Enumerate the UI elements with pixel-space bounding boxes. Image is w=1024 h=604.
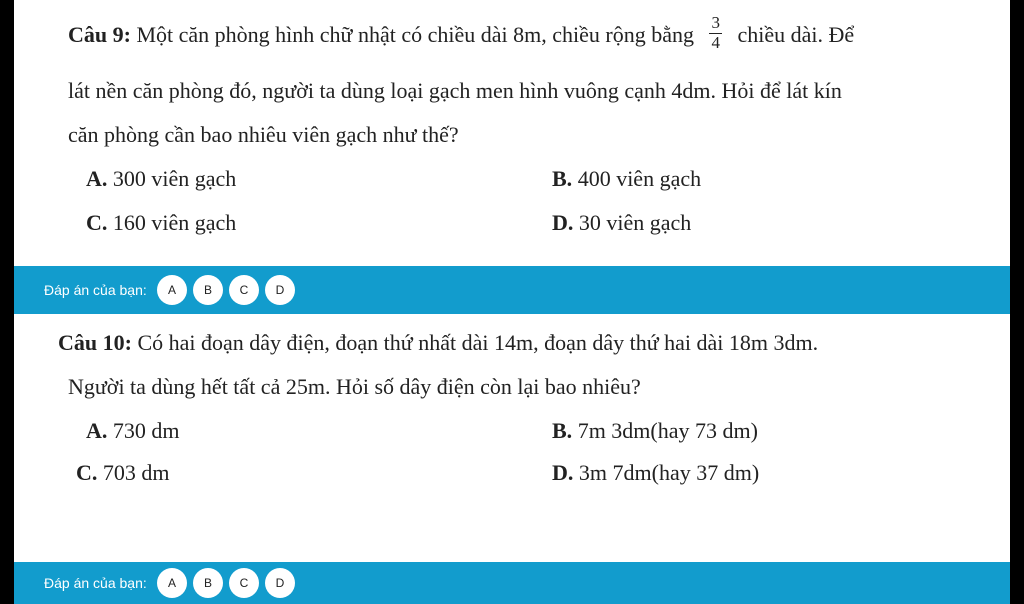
option-text: 3m 7dm(hay 37 dm) — [578, 460, 760, 485]
answer-label: Đáp án của bạn: — [44, 282, 147, 298]
question-10-option-a — [86, 418, 180, 444]
answer-label: Đáp án của bạn: — [44, 575, 147, 591]
option-letter: B. — [552, 418, 573, 443]
question-9-option-a — [86, 166, 236, 192]
question-10-text: Có hai đoạn dây điện, đoạn thứ nhất dài 14m, đoạn dây thứ hai dài 18m 3dm. — [137, 330, 819, 355]
answer-choice-b[interactable]: B — [193, 568, 223, 598]
question-9-line-1 — [68, 13, 855, 56]
option-letter: D. — [552, 460, 574, 485]
option-letter: C. — [76, 460, 98, 485]
option-text: 7m 3dm(hay 73 dm) — [577, 418, 758, 443]
option-text: 160 viên gạch — [112, 210, 237, 235]
question-10-option-d — [552, 460, 759, 486]
question-10-line-2: Người ta dùng hết tất cả 25m. Hỏi số dây điện còn lại bao nhiêu? — [68, 374, 641, 399]
question-9-card — [14, 0, 1010, 266]
fraction-three-quarters — [709, 14, 722, 52]
answer-choice-a[interactable]: A — [157, 275, 187, 305]
question-9-option-c — [86, 210, 236, 236]
answer-choice-b[interactable]: B — [193, 275, 223, 305]
fraction-numerator: 3 — [711, 13, 720, 32]
answer-choice-c[interactable]: C — [229, 275, 259, 305]
answer-bar-question-10 — [14, 562, 1010, 604]
question-9-label: Câu 9: — [68, 22, 131, 48]
option-letter: B. — [552, 166, 573, 191]
question-9-text-a: Một căn phòng hình chữ nhật có chiều dài 8m, chiều rộng bằng — [136, 22, 694, 48]
option-letter: C. — [86, 210, 108, 235]
question-10-card — [14, 314, 1010, 562]
fraction-denominator: 4 — [711, 32, 720, 52]
answer-choice-d[interactable]: D — [265, 275, 295, 305]
option-letter: A. — [86, 418, 108, 443]
question-10-option-b — [552, 418, 758, 444]
question-9-option-d — [552, 210, 691, 236]
right-edge — [1010, 0, 1024, 604]
option-text: 30 viên gạch — [578, 210, 692, 235]
left-edge — [0, 0, 14, 604]
option-text: 300 viên gạch — [112, 166, 237, 191]
question-9-line-2: lát nền căn phòng đó, người ta dùng loại gạch men hình vuông cạnh 4dm. Hỏi để lát kín — [68, 78, 842, 103]
question-9-option-b — [552, 166, 701, 192]
question-9-line-3: căn phòng cần bao nhiêu viên gạch như thế? — [68, 122, 459, 147]
option-letter: D. — [552, 210, 574, 235]
option-letter: A. — [86, 166, 108, 191]
question-10-label: Câu 10: — [58, 330, 132, 355]
answer-bar-question-9 — [14, 266, 1010, 314]
answer-choice-c[interactable]: C — [229, 568, 259, 598]
option-text: 703 dm — [102, 460, 170, 485]
question-10-option-c — [76, 460, 170, 486]
question-9-text-b: chiều dài. Để — [737, 22, 855, 48]
answer-choice-a[interactable]: A — [157, 568, 187, 598]
question-10-line-1 — [58, 330, 818, 356]
option-text: 730 dm — [112, 418, 180, 443]
option-text: 400 viên gạch — [577, 166, 702, 191]
answer-choice-d[interactable]: D — [265, 568, 295, 598]
